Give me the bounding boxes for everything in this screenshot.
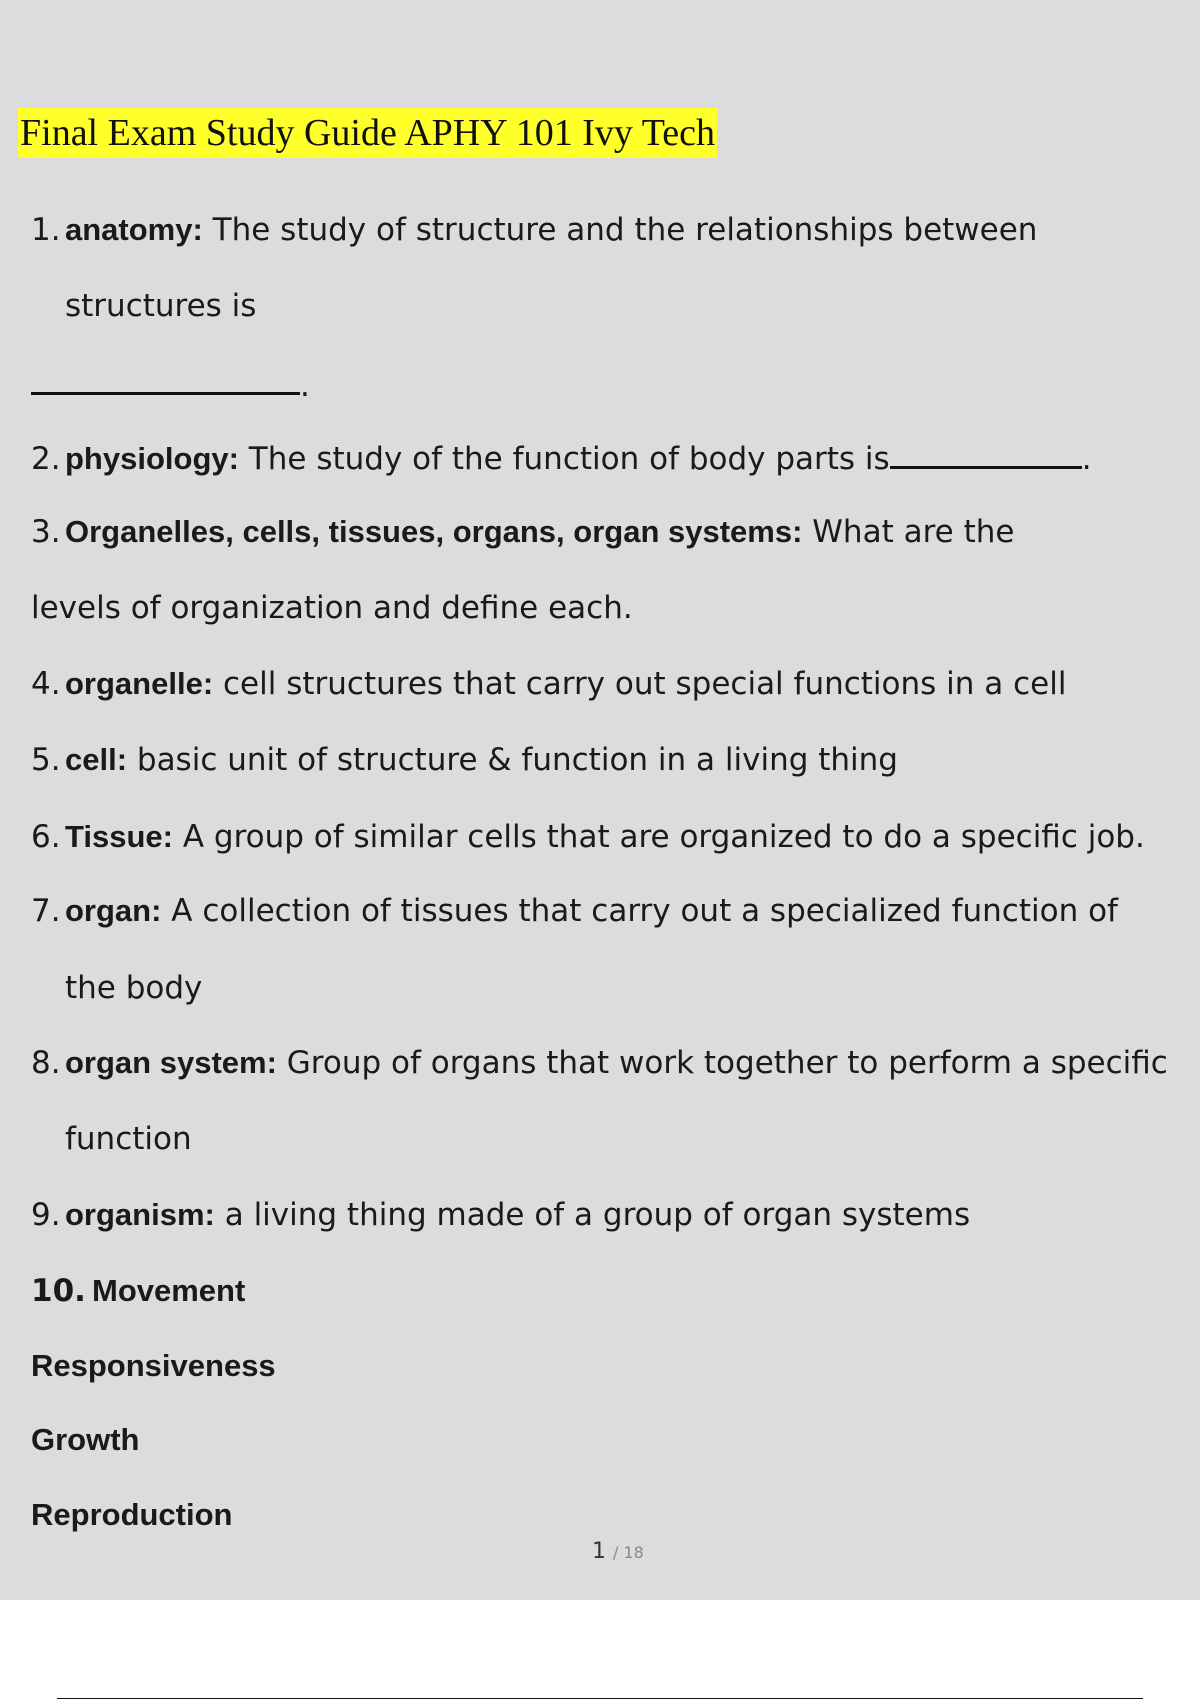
fill-in-blank [890,436,1082,469]
list-item-7-continuation: the body [65,970,203,1006]
item-number: 3. [31,514,61,550]
document-title: Final Exam Study Guide APHY 101 Ivy Tech [18,108,717,158]
list-item-8 [31,1043,1168,1083]
list-item-4 [31,664,1066,704]
item-number: 5. [31,742,61,778]
item-term: organ system: [65,1045,277,1080]
list-item-1 [31,210,1037,250]
list-item-6 [31,817,1145,857]
item-term: organism: [65,1197,215,1232]
current-page: 1 [592,1539,606,1564]
item-term: physiology: [65,441,239,476]
list-item-3-continuation: levels of organization and define each. [31,590,633,626]
list-item-10 [31,1271,245,1311]
characteristic-responsiveness: Responsiveness [31,1348,276,1383]
item-text: a living thing made of a group of organ systems [214,1197,971,1233]
item-text: cell structures that carry out special functions in a cell [213,666,1067,702]
item-text: What are the [802,514,1015,550]
list-item-7 [31,891,1118,931]
item-text: The study of structure and the relationships between [202,212,1038,248]
item-term: cell: [65,742,128,777]
item-term: Organelles, cells, tissues, organs, organ systems: [65,514,803,549]
item-number: 4. [31,666,61,702]
blank-period: . [300,368,310,404]
characteristic-growth: Growth [31,1422,140,1457]
item-text: The study of the function of body parts is [238,441,890,477]
item-term: organ: [65,893,162,928]
item-number: 6. [31,819,61,855]
item-number: 1. [31,212,61,248]
blank-period: . [1081,441,1092,477]
fill-in-blank [31,392,300,395]
list-item-8-continuation: function [65,1121,192,1157]
item-term: organelle: [65,666,214,701]
list-item-1-continuation: structures is [65,288,257,324]
item-text: basic unit of structure & function in a living thing [127,742,898,778]
item-term: Movement [92,1273,246,1308]
characteristic-reproduction: Reproduction [31,1497,233,1532]
item-number: 8. [31,1045,61,1081]
item-text: A collection of tissues that carry out a specialized function of [161,893,1118,929]
list-item-9 [31,1195,970,1235]
item-text: Group of organs that work together to perform a specific [276,1045,1168,1081]
item-number: 2. [31,441,61,477]
item-number: 7. [31,893,61,929]
page-number [592,1539,644,1564]
item-term: Tissue: [65,819,173,854]
list-item-3 [31,512,1014,552]
list-item-2 [31,436,1092,479]
list-item-5 [31,740,898,780]
total-pages: / 18 [613,1543,644,1562]
item-text: A group of similar cells that are organized to do a specific job. [172,819,1145,855]
item-term: anatomy: [65,212,203,247]
next-page-rule [57,1698,1143,1699]
item-number: 10. [31,1273,86,1309]
item-number: 9. [31,1197,61,1233]
